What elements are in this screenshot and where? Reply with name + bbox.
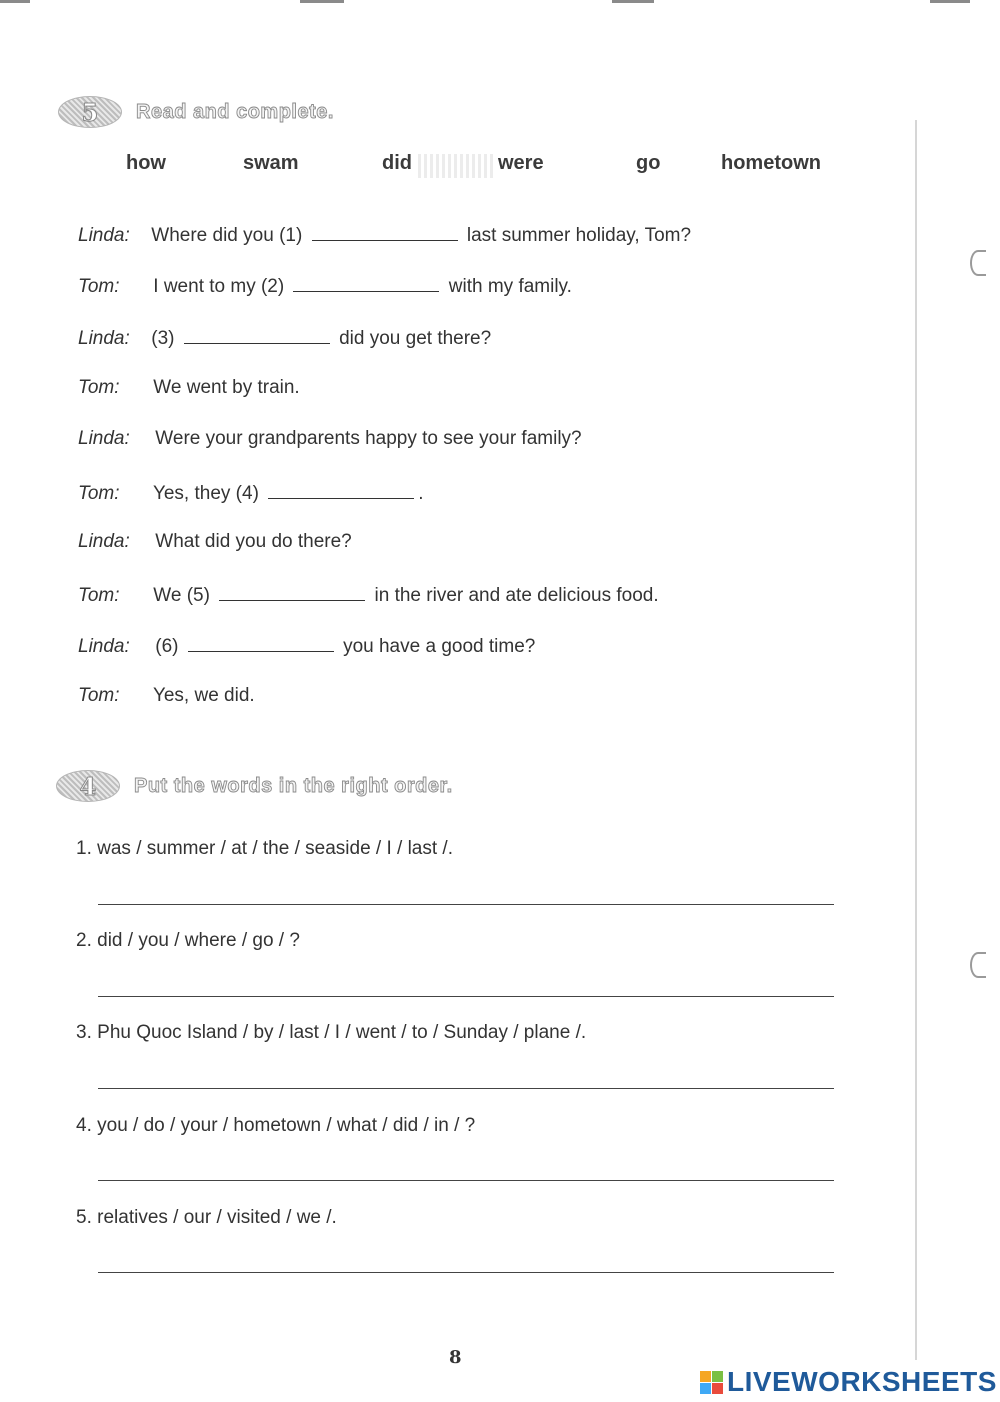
word-bank-item: did	[382, 152, 412, 174]
line-text: What did you do there?	[155, 531, 352, 552]
dialogue-line	[78, 480, 423, 505]
line-text: .	[418, 483, 424, 504]
line-text: We went by train.	[153, 377, 300, 398]
item-text: did / you / where / go / ?	[97, 930, 300, 951]
dialogue-line	[78, 633, 535, 658]
dialogue-line	[78, 273, 572, 298]
answer-blank-5[interactable]	[219, 582, 365, 601]
speaker-name: Tom:	[78, 276, 120, 297]
line-text: in the river and ate delicious food.	[374, 585, 659, 606]
answer-blank-2[interactable]	[293, 273, 439, 292]
answer-line-2[interactable]	[98, 996, 834, 997]
scan-mark	[0, 0, 30, 3]
dialogue-line	[78, 325, 491, 350]
answer-blank-4[interactable]	[268, 480, 414, 499]
answer-line-5[interactable]	[98, 1272, 834, 1273]
item-text: was / summer / at / the / seaside / I / last /.	[97, 838, 453, 859]
exercise-5-heading	[58, 96, 334, 128]
line-text: Yes, we did.	[152, 685, 255, 706]
order-item	[76, 1022, 586, 1044]
exercise-number-badge: 4	[56, 770, 120, 802]
page-number: 8	[449, 1347, 462, 1368]
item-number: 5.	[76, 1207, 92, 1228]
line-text: (3)	[151, 328, 175, 349]
item-text: you / do / your / hometown / what / did / in / ?	[97, 1115, 476, 1136]
exercise-5-title: Read and complete.	[136, 100, 334, 123]
speaker-name: Linda:	[78, 531, 130, 552]
speaker-name: Tom:	[78, 377, 120, 398]
line-text: Yes, they (4)	[152, 483, 259, 504]
word-bank-item: were	[498, 152, 544, 174]
answer-line-1[interactable]	[98, 904, 834, 905]
dialogue-line	[78, 685, 255, 707]
punch-hole-icon	[970, 250, 986, 276]
answer-blank-6[interactable]	[188, 633, 334, 652]
order-item	[76, 930, 300, 952]
line-text: We (5)	[153, 585, 210, 606]
order-item	[76, 1115, 475, 1137]
line-text: did you get there?	[339, 328, 492, 349]
item-text: Phu Quoc Island / by / last / I / went / to / Sunday / plane /.	[97, 1022, 587, 1043]
answer-blank-3[interactable]	[184, 325, 330, 344]
word-bank-item: hometown	[721, 152, 821, 174]
item-number: 2.	[76, 930, 92, 951]
speaker-name: Linda:	[78, 225, 130, 246]
order-item	[76, 838, 453, 860]
line-text: last summer holiday, Tom?	[466, 225, 692, 246]
line-text: Were your grandparents happy to see your family?	[155, 428, 582, 449]
speaker-name: Tom:	[78, 483, 120, 504]
word-bank-item: swam	[243, 152, 299, 174]
line-text: Where did you (1)	[151, 225, 303, 246]
line-text: (6)	[155, 636, 179, 657]
answer-line-3[interactable]	[98, 1088, 834, 1089]
margin-rule	[915, 120, 917, 1360]
logo-text: LIVEWORKSHEETS	[727, 1366, 997, 1397]
dialogue-line	[78, 531, 352, 553]
liveworksheets-logo[interactable]	[700, 1366, 997, 1398]
dialogue-line	[78, 377, 300, 399]
scan-mark	[612, 0, 654, 3]
order-item	[76, 1207, 337, 1229]
punch-hole-icon	[970, 952, 986, 978]
item-number: 1.	[76, 838, 92, 859]
speaker-name: Linda:	[78, 328, 130, 349]
dialogue-line	[78, 428, 582, 450]
line-text: with my family.	[448, 276, 572, 297]
dialogue-line	[78, 582, 659, 607]
scan-mark	[300, 0, 344, 3]
dialogue-line	[78, 222, 691, 247]
word-bank-item: how	[126, 152, 166, 174]
scan-mark	[930, 0, 970, 3]
item-text: relatives / our / visited / we /.	[97, 1207, 337, 1228]
answer-blank-1[interactable]	[312, 222, 458, 241]
logo-icon	[700, 1371, 723, 1394]
speaker-name: Tom:	[78, 685, 120, 706]
speaker-name: Linda:	[78, 636, 130, 657]
item-number: 3.	[76, 1022, 92, 1043]
line-text: I went to my (2)	[153, 276, 285, 297]
answer-line-4[interactable]	[98, 1180, 834, 1181]
line-text: you have a good time?	[343, 636, 536, 657]
speaker-name: Tom:	[78, 585, 120, 606]
exercise-4-title: Put the words in the right order.	[134, 774, 453, 797]
word-bank-item: go	[636, 152, 661, 174]
exercise-4-heading	[56, 770, 453, 802]
word-bank	[0, 152, 1000, 182]
exercise-number-badge: 5	[58, 96, 122, 128]
item-number: 4.	[76, 1115, 92, 1136]
speaker-name: Linda:	[78, 428, 130, 449]
